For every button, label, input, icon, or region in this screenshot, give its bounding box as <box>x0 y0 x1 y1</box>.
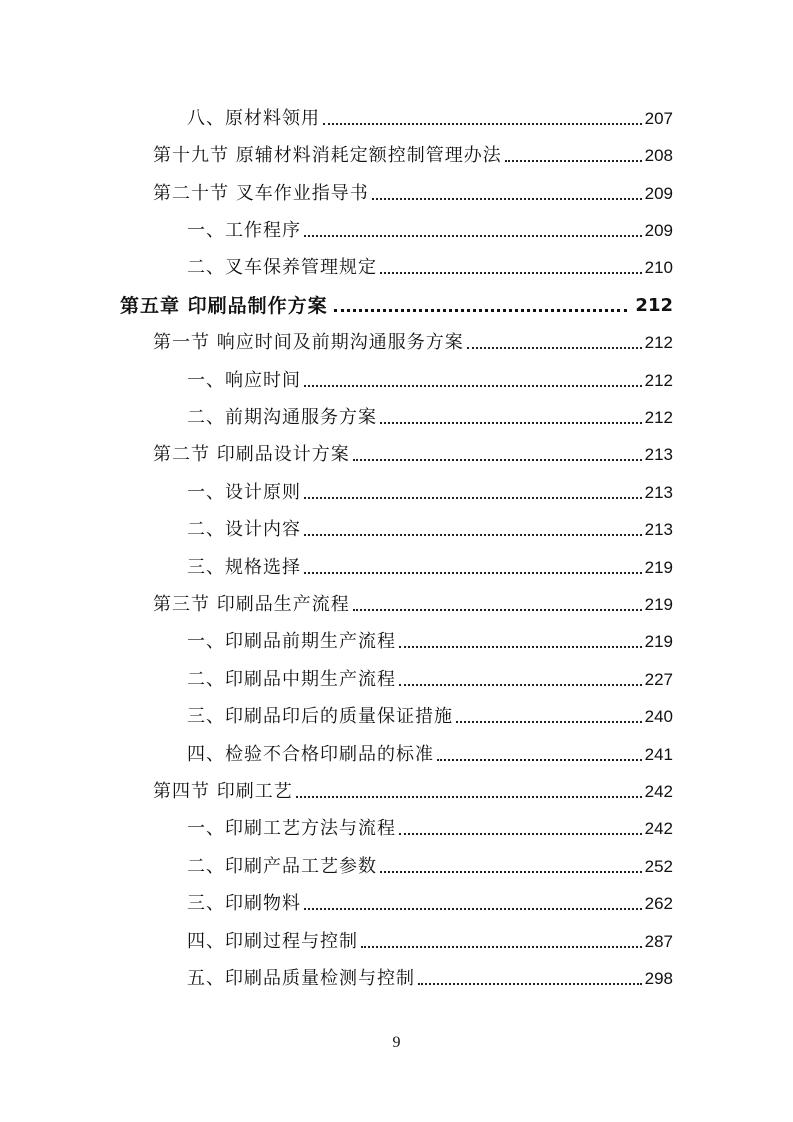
toc-page-number: 240 <box>644 707 673 726</box>
toc-leader-dots <box>437 758 642 761</box>
toc-page-number: 212 <box>644 408 673 427</box>
toc-leader-dots <box>304 234 642 237</box>
toc-entry[interactable] <box>153 324 673 354</box>
toc-entry-title: 四、印刷过程与控制 <box>187 931 358 952</box>
toc-page-number: 241 <box>644 745 673 764</box>
toc-entry[interactable] <box>187 810 673 840</box>
toc-page-number: 213 <box>644 520 673 539</box>
toc-entry-title: 一、工作程序 <box>187 220 301 241</box>
toc-leader-dots <box>380 271 642 274</box>
toc-entry-title: 八、原材料领用 <box>187 108 320 129</box>
toc-page-number: 298 <box>644 969 673 988</box>
toc-entry[interactable] <box>153 586 673 616</box>
toc-leader-dots <box>456 720 642 723</box>
toc-entry-title: 二、前期沟通服务方案 <box>187 407 377 428</box>
toc-entry[interactable] <box>187 511 673 541</box>
toc-page-number: 242 <box>644 819 673 838</box>
toc-page-number: 213 <box>644 483 673 502</box>
toc-entry[interactable] <box>153 175 673 205</box>
toc-page-number: 242 <box>644 782 673 801</box>
toc-page-number: 207 <box>644 109 673 128</box>
toc-leader-dots <box>304 533 642 536</box>
toc-entry[interactable] <box>187 100 673 130</box>
toc-leader-dots <box>304 384 642 387</box>
toc-entry-title: 一、印刷品前期生产流程 <box>187 631 396 652</box>
toc-entry-title: 三、印刷品印后的质量保证措施 <box>187 706 453 727</box>
toc-entry[interactable] <box>187 399 673 429</box>
toc-leader-dots <box>353 608 642 611</box>
toc-entry-title: 三、印刷物料 <box>187 893 301 914</box>
toc-entry[interactable] <box>187 736 673 766</box>
toc-entry[interactable] <box>187 212 673 242</box>
toc-entry[interactable] <box>187 661 673 691</box>
toc-entry-title: 第三节 印刷品生产流程 <box>153 594 350 615</box>
toc-entry[interactable] <box>153 436 673 466</box>
toc-leader-dots <box>380 421 642 424</box>
toc-entry-title: 三、规格选择 <box>187 557 301 578</box>
toc-leader-dots <box>296 795 642 798</box>
toc-entry-title: 第四节 印刷工艺 <box>153 781 293 802</box>
toc-entry-title: 二、印刷品中期生产流程 <box>187 669 396 690</box>
toc-chapter-title: 第五章 印刷品制作方案 <box>120 295 328 317</box>
toc-entry[interactable] <box>187 362 673 392</box>
toc-entry[interactable] <box>187 549 673 579</box>
toc-chapter-entry[interactable] <box>120 287 673 317</box>
toc-entry[interactable] <box>187 885 673 915</box>
toc-page-number: 212 <box>644 333 673 352</box>
toc-page-number: 209 <box>644 221 673 240</box>
toc-page-number: 287 <box>644 932 673 951</box>
toc-entry[interactable] <box>153 773 673 803</box>
toc-page-number: 208 <box>644 146 673 165</box>
toc-entry-title: 二、设计内容 <box>187 519 301 540</box>
toc-entry[interactable] <box>187 249 673 279</box>
toc-page-number: 262 <box>644 894 673 913</box>
toc-page-number: 209 <box>644 184 673 203</box>
toc-entry-title: 四、检验不合格印刷品的标准 <box>187 744 434 765</box>
toc-entry-title: 一、印刷工艺方法与流程 <box>187 818 396 839</box>
toc-leader-dots <box>399 645 642 648</box>
toc-leader-dots <box>353 458 642 461</box>
toc-leader-dots <box>380 870 642 873</box>
toc-page-number: 219 <box>644 632 673 651</box>
toc-page-number: 219 <box>644 558 673 577</box>
toc-leader-dots <box>334 308 628 312</box>
toc-entry[interactable] <box>187 474 673 504</box>
toc-entry[interactable] <box>187 923 673 953</box>
toc-entry-title: 一、响应时间 <box>187 370 301 391</box>
toc-entry-title: 二、叉车保养管理规定 <box>187 257 377 278</box>
page-footer-number: 9 <box>392 1034 401 1051</box>
toc-entry[interactable] <box>153 137 673 167</box>
toc-leader-dots <box>372 197 642 200</box>
toc-page-number: 213 <box>644 445 673 464</box>
toc-page-number: 219 <box>644 595 673 614</box>
toc-entry-title: 第二节 印刷品设计方案 <box>153 444 350 465</box>
toc-leader-dots <box>399 683 642 686</box>
toc-entry-title: 第二十节 叉车作业指导书 <box>153 183 369 204</box>
toc-entry-title: 一、设计原则 <box>187 482 301 503</box>
toc-leader-dots <box>304 907 642 910</box>
toc-leader-dots <box>418 982 642 985</box>
toc-page-number: 210 <box>644 258 673 277</box>
toc-leader-dots <box>323 122 642 125</box>
toc-page-number: 212 <box>635 295 673 316</box>
toc-entry[interactable] <box>187 623 673 653</box>
toc-entry-title: 第一节 响应时间及前期沟通服务方案 <box>153 332 464 353</box>
toc-entry[interactable] <box>187 698 673 728</box>
toc-leader-dots <box>304 571 642 574</box>
toc-entry[interactable] <box>187 960 673 990</box>
toc-entry-title: 二、印刷产品工艺参数 <box>187 856 377 877</box>
toc-leader-dots <box>505 159 642 162</box>
toc-entry-title: 五、印刷品质量检测与控制 <box>187 968 415 989</box>
toc-leader-dots <box>399 832 642 835</box>
toc-leader-dots <box>467 346 642 349</box>
toc-page-number: 252 <box>644 857 673 876</box>
toc-entry[interactable] <box>187 848 673 878</box>
toc-leader-dots <box>304 496 642 499</box>
toc-entry-title: 第十九节 原辅材料消耗定额控制管理办法 <box>153 145 502 166</box>
toc-page-number: 227 <box>644 670 673 689</box>
toc-page-number: 212 <box>644 371 673 390</box>
toc-leader-dots <box>361 945 642 948</box>
